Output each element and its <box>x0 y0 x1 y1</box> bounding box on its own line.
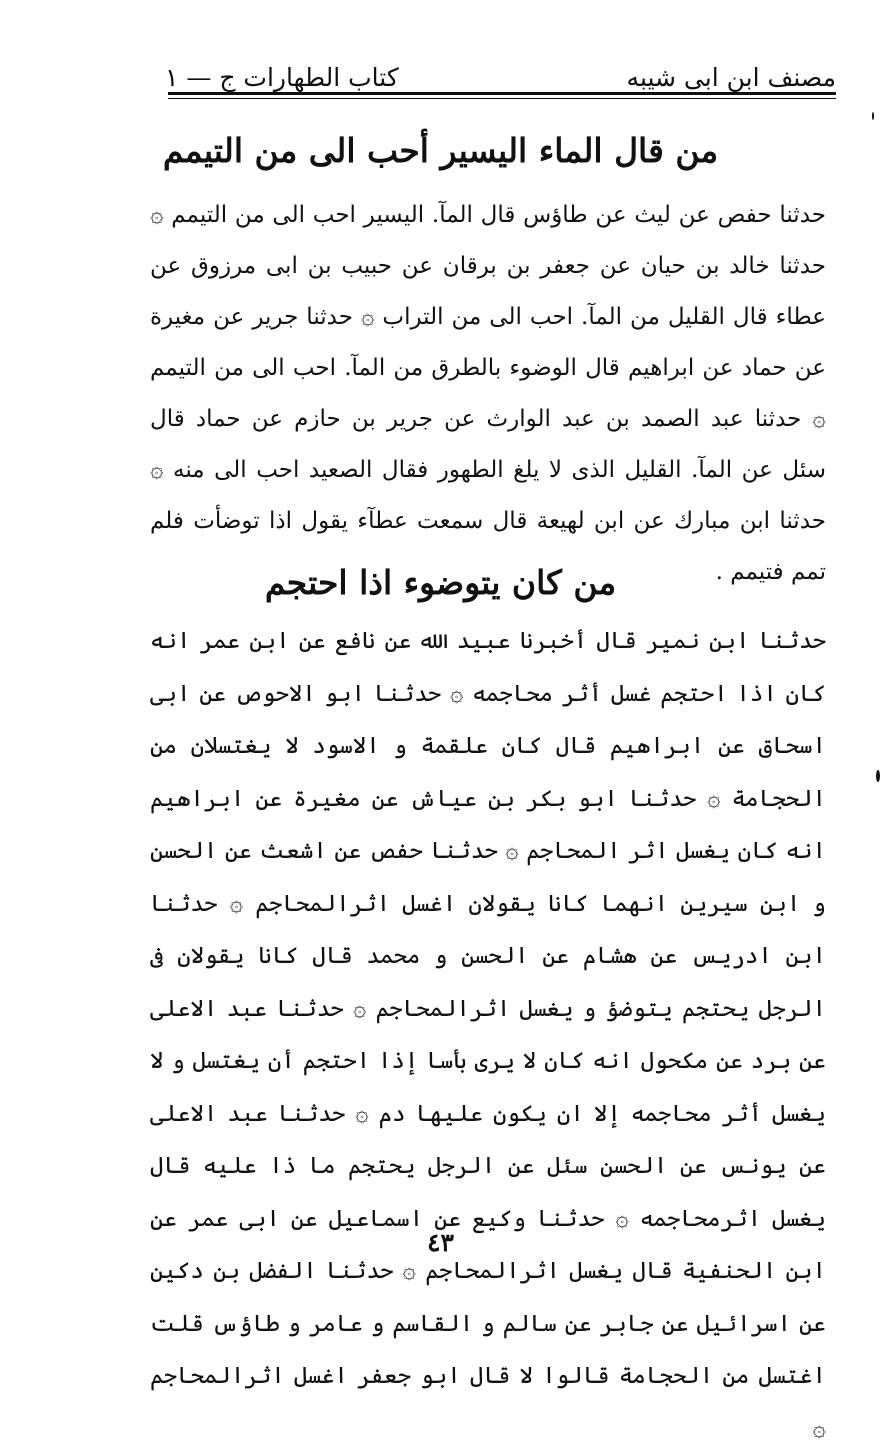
ink-speck <box>872 112 874 120</box>
section-title: من كان يتوضوء اذا احتجم <box>264 563 617 602</box>
section-title: من قال الماء اليسير أحب الى من التيمم <box>162 131 719 170</box>
header-rule-thick <box>168 92 836 95</box>
section-paragraph: حدثنا حفص عن ليث عن طاؤس قال المآ. اليسير احب الى من التيمم ۞ حدثنا خالد بن حيان عن جعفر بن برقان عن حبيب بن ابى مرزوق عن عطاء قال القليل من المآ. احب الى من التراب ۞ حدثنا جرير عن مغيرة عن حماد عن ابراهيم قال الوضوء بالطرق من المآ. احب الى من التيمم ۞ حدثنا عبد الصمد بن عبد الوارث عن جرير بن حازم عن حماد قال سئل عن المآ. القليل الذى لا يلغ الطهور فقال الصعيد احب الى منه ۞ حدثنا ابن مبارك عن ابن لهيعة قال سمعت عطآء يقول اذا توضأت فلم تمم فتيمم . <box>150 202 826 585</box>
header-book-title: مصنف ابن ابى شيبه <box>626 63 836 92</box>
page-number: ٤٣ <box>427 1228 454 1257</box>
ink-speck <box>876 770 880 782</box>
running-header <box>165 40 836 90</box>
header-rule-thin <box>168 98 836 99</box>
section-paragraph: حدثنا ابن نمير قال أخبرنا عبيد الله عن نافع عن ابن عمر انه كان اذا احتجم غسل أثر محاجمه ۞ حدثنا ابو الاحوص عن ابى اسحاق عن ابراهيم قال كان علقمة و الاسود لا يغتسلان من الحجامة ۞ حدثنا ابو بكر بن عياش عن مغيرة عن ابراهيم انه كان يغسل اثر المحاجم ۞ حدثنا حفص عن اشعث عن الحسن و ابن سيرين انهما كانا يقولان اغسل اثرالمحاجم ۞ حدثنا ابن ادريس عن هشام عن الحسن و محمد قال كانا يقولان فى الرجل يحتجم يتوضؤ و يغسل اثرالمحاجم ۞ حدثنا عبد الاعلى عن برد عن مكحول انه كان لا يرى بأسا إذا احتجم أن يغتسل و لا يغسل أثر محاجمه إلا ان يكون عليها دم ۞ حدثنا عبد الاعلى عن يونس عن الحسن سئل عن الرجل يحتجم ما ذا عليه قال يغسل اثرمحاجمه ۞ حدثنا وكيع عن اسماعيل عن ابى عمر عن ابن الحنفية قال يغسل اثرالمحاجم ۞ حدثنا الفضل بن دكين عن اسرائيل عن جابر عن سالم و القاسم و عامر و طاؤس قلت اغتسل من الحجامة قالوا لا قال ابو جعفر اغسل اثرالمحاجم ۞ <box>150 628 826 1442</box>
header-chapter-title: كتاب الطهارات ج — ١ <box>165 63 399 92</box>
